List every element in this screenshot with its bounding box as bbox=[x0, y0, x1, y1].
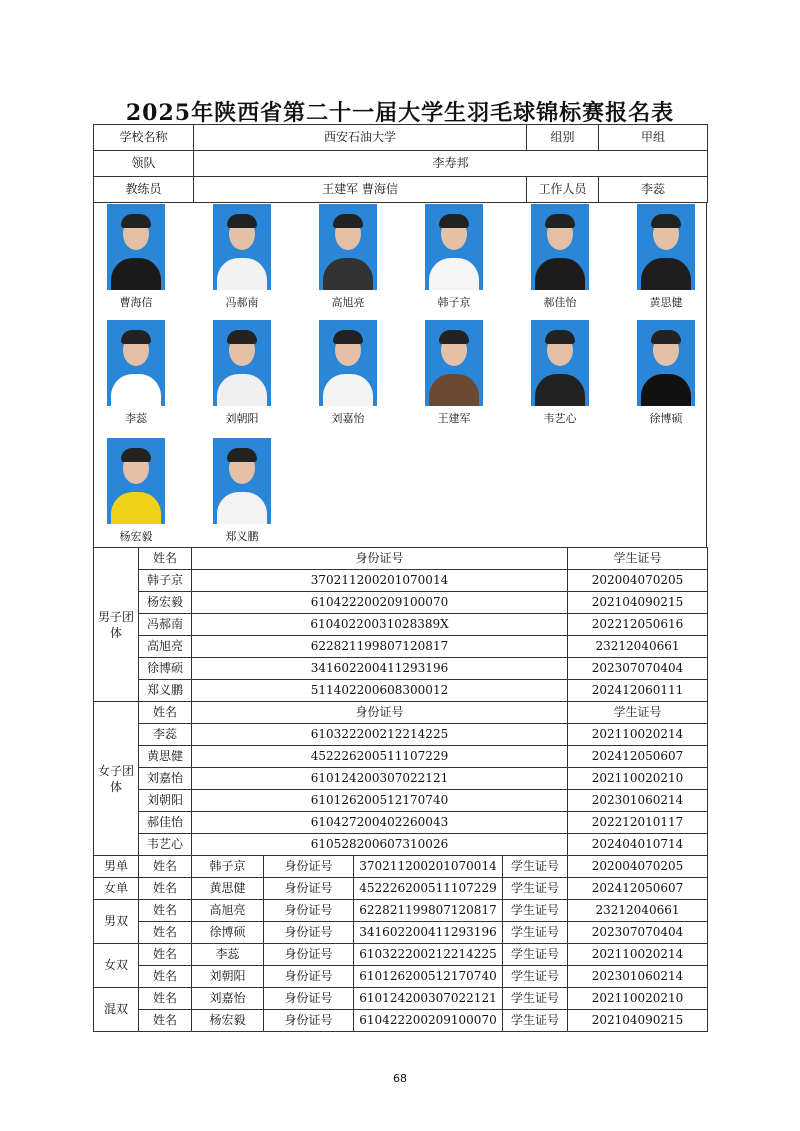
student-number: 202104090215 bbox=[568, 1010, 708, 1032]
group-label: 女子团体 bbox=[94, 702, 139, 856]
name-label: 姓名 bbox=[139, 966, 192, 988]
photo-caption: 王建军 bbox=[437, 412, 471, 425]
player-photo bbox=[203, 320, 281, 426]
name-label: 姓名 bbox=[139, 900, 192, 922]
page-number: 68 bbox=[393, 1072, 407, 1085]
portrait-hair bbox=[545, 214, 575, 228]
player-name: 韩子京 bbox=[192, 856, 264, 878]
player-photo bbox=[521, 320, 599, 426]
id-number: 341602200411293196 bbox=[192, 658, 568, 680]
photo-caption: 郝佳怡 bbox=[543, 296, 577, 309]
men-team-table bbox=[93, 547, 708, 702]
name-label: 姓名 bbox=[139, 944, 192, 966]
photo-caption: 韦艺心 bbox=[543, 412, 577, 425]
table-row bbox=[94, 1010, 708, 1032]
student-number: 202301060214 bbox=[568, 790, 708, 812]
player-name: 杨宏毅 bbox=[192, 1010, 264, 1032]
name-label: 姓名 bbox=[139, 988, 192, 1010]
school-label: 学校名称 bbox=[94, 125, 194, 151]
table-row bbox=[94, 878, 708, 900]
id-label: 身份证号 bbox=[264, 900, 354, 922]
id-number: 610126200512170740 bbox=[192, 790, 568, 812]
portrait-image bbox=[319, 204, 377, 290]
player-photo bbox=[627, 320, 705, 426]
table-row bbox=[94, 680, 708, 702]
player-name: 李蕊 bbox=[139, 724, 192, 746]
student-number: 202307070404 bbox=[568, 658, 708, 680]
col-name: 姓名 bbox=[139, 548, 192, 570]
name-label: 姓名 bbox=[139, 878, 192, 900]
id-label: 身份证号 bbox=[264, 922, 354, 944]
table-row bbox=[94, 724, 708, 746]
header-table bbox=[93, 124, 708, 203]
photo-caption: 韩子京 bbox=[437, 296, 471, 309]
student-label: 学生证号 bbox=[503, 988, 568, 1010]
event-label: 男单 bbox=[94, 856, 139, 878]
events-table bbox=[93, 855, 708, 1032]
id-number: 610427200402260043 bbox=[192, 812, 568, 834]
id-number: 610422200209100070 bbox=[354, 1010, 503, 1032]
student-number: 202110020210 bbox=[568, 988, 708, 1010]
id-number: 610422200209100070 bbox=[192, 592, 568, 614]
portrait-hair bbox=[651, 330, 681, 344]
name-label: 姓名 bbox=[139, 1010, 192, 1032]
id-number: 610124200307022121 bbox=[192, 768, 568, 790]
portrait-image bbox=[213, 320, 271, 406]
portrait-image bbox=[213, 438, 271, 524]
player-photo bbox=[415, 204, 493, 310]
student-number: 202307070404 bbox=[568, 922, 708, 944]
portrait-image bbox=[531, 204, 589, 290]
staff-value: 李蕊 bbox=[599, 177, 708, 203]
portrait-body bbox=[323, 258, 373, 290]
id-label: 身份证号 bbox=[264, 988, 354, 1010]
col-student: 学生证号 bbox=[568, 702, 708, 724]
student-label: 学生证号 bbox=[503, 1010, 568, 1032]
group-label: 男子团体 bbox=[94, 548, 139, 702]
table-row bbox=[94, 856, 708, 878]
group-label: 组别 bbox=[527, 125, 599, 151]
table-row bbox=[94, 966, 708, 988]
player-photo bbox=[521, 204, 599, 310]
col-name: 姓名 bbox=[139, 702, 192, 724]
portrait-hair bbox=[227, 448, 257, 462]
player-photo bbox=[97, 438, 175, 544]
portrait-body bbox=[323, 374, 373, 406]
player-name: 黄思健 bbox=[139, 746, 192, 768]
player-name: 高旭亮 bbox=[139, 636, 192, 658]
id-number: 341602200411293196 bbox=[354, 922, 503, 944]
id-number: 610528200607310026 bbox=[192, 834, 568, 856]
player-name: 刘朝阳 bbox=[139, 790, 192, 812]
portrait-body bbox=[641, 374, 691, 406]
portrait-hair bbox=[333, 330, 363, 344]
id-label: 身份证号 bbox=[264, 878, 354, 900]
portrait-body bbox=[217, 374, 267, 406]
photo-caption: 冯郝南 bbox=[225, 296, 259, 309]
table-row bbox=[94, 746, 708, 768]
id-number: 622821199807120817 bbox=[192, 636, 568, 658]
player-photo bbox=[97, 204, 175, 310]
table-row bbox=[94, 614, 708, 636]
name-label: 姓名 bbox=[139, 922, 192, 944]
table-row bbox=[94, 812, 708, 834]
id-number: 610124200307022121 bbox=[354, 988, 503, 1010]
player-photo bbox=[627, 204, 705, 310]
student-number: 202110020210 bbox=[568, 768, 708, 790]
player-photo bbox=[309, 320, 387, 426]
student-label: 学生证号 bbox=[503, 922, 568, 944]
student-number: 202110020214 bbox=[568, 724, 708, 746]
table-row bbox=[94, 658, 708, 680]
id-label: 身份证号 bbox=[264, 944, 354, 966]
player-name: 韩子京 bbox=[139, 570, 192, 592]
table-row bbox=[94, 592, 708, 614]
id-number: 610322200212214225 bbox=[354, 944, 503, 966]
portrait-hair bbox=[439, 214, 469, 228]
leader-value: 李寿邦 bbox=[194, 151, 708, 177]
id-number: 610126200512170740 bbox=[354, 966, 503, 988]
id-label: 身份证号 bbox=[264, 1010, 354, 1032]
photo-caption: 曹海信 bbox=[119, 296, 153, 309]
player-name: 刘嘉怡 bbox=[192, 988, 264, 1010]
player-name: 李蕊 bbox=[192, 944, 264, 966]
name-label: 姓名 bbox=[139, 856, 192, 878]
portrait-image bbox=[319, 320, 377, 406]
leader-label: 领队 bbox=[94, 151, 194, 177]
portrait-body bbox=[429, 374, 479, 406]
table-header-row bbox=[94, 702, 708, 724]
student-number: 202110020214 bbox=[568, 944, 708, 966]
portrait-image bbox=[213, 204, 271, 290]
staff-label: 工作人员 bbox=[527, 177, 599, 203]
table-row bbox=[94, 922, 708, 944]
student-number: 202301060214 bbox=[568, 966, 708, 988]
photo-caption: 刘嘉怡 bbox=[331, 412, 365, 425]
player-photo bbox=[203, 204, 281, 310]
photo-caption: 郑义鹏 bbox=[225, 530, 259, 543]
portrait-image bbox=[107, 438, 165, 524]
portrait-hair bbox=[227, 330, 257, 344]
portrait-image bbox=[107, 204, 165, 290]
table-row bbox=[94, 768, 708, 790]
id-number: 61040220031028389X bbox=[192, 614, 568, 636]
player-name: 刘朝阳 bbox=[192, 966, 264, 988]
photo-caption: 黄思健 bbox=[649, 296, 683, 309]
table-row bbox=[94, 900, 708, 922]
player-name: 刘嘉怡 bbox=[139, 768, 192, 790]
id-number: 610322200212214225 bbox=[192, 724, 568, 746]
portrait-body bbox=[111, 258, 161, 290]
student-number: 202004070205 bbox=[568, 856, 708, 878]
player-photo bbox=[203, 438, 281, 544]
portrait-hair bbox=[227, 214, 257, 228]
col-student: 学生证号 bbox=[568, 548, 708, 570]
portrait-hair bbox=[651, 214, 681, 228]
student-number: 23212040661 bbox=[568, 900, 708, 922]
col-id: 身份证号 bbox=[192, 548, 568, 570]
table-header-row bbox=[94, 548, 708, 570]
event-label: 男双 bbox=[94, 900, 139, 944]
student-number: 202212010117 bbox=[568, 812, 708, 834]
id-label: 身份证号 bbox=[264, 966, 354, 988]
portrait-image bbox=[637, 204, 695, 290]
player-photo bbox=[415, 320, 493, 426]
portrait-body bbox=[535, 258, 585, 290]
player-name: 黄思健 bbox=[192, 878, 264, 900]
portrait-hair bbox=[333, 214, 363, 228]
portrait-image bbox=[531, 320, 589, 406]
student-label: 学生证号 bbox=[503, 878, 568, 900]
photo-caption: 徐博硕 bbox=[649, 412, 683, 425]
table-row bbox=[94, 570, 708, 592]
player-name: 冯郝南 bbox=[139, 614, 192, 636]
id-number: 370211200201070014 bbox=[354, 856, 503, 878]
student-number: 202212050616 bbox=[568, 614, 708, 636]
coach-label: 教练员 bbox=[94, 177, 194, 203]
student-label: 学生证号 bbox=[503, 966, 568, 988]
id-label: 身份证号 bbox=[264, 856, 354, 878]
group-value: 甲组 bbox=[599, 125, 708, 151]
women-team-table bbox=[93, 701, 708, 856]
portrait-body bbox=[111, 492, 161, 524]
id-number: 370211200201070014 bbox=[192, 570, 568, 592]
student-number: 202104090215 bbox=[568, 592, 708, 614]
player-name: 郑义鹏 bbox=[139, 680, 192, 702]
school-value: 西安石油大学 bbox=[194, 125, 527, 151]
event-label: 女双 bbox=[94, 944, 139, 988]
portrait-body bbox=[641, 258, 691, 290]
player-name: 韦艺心 bbox=[139, 834, 192, 856]
portrait-image bbox=[425, 320, 483, 406]
table-row bbox=[94, 944, 708, 966]
player-photo bbox=[97, 320, 175, 426]
student-number: 202404010714 bbox=[568, 834, 708, 856]
player-photo bbox=[309, 204, 387, 310]
col-id: 身份证号 bbox=[192, 702, 568, 724]
table-row bbox=[94, 636, 708, 658]
player-name: 高旭亮 bbox=[192, 900, 264, 922]
table-row bbox=[94, 988, 708, 1010]
id-number: 511402200608300012 bbox=[192, 680, 568, 702]
photo-caption: 杨宏毅 bbox=[119, 530, 153, 543]
event-label: 女单 bbox=[94, 878, 139, 900]
photo-caption: 刘朝阳 bbox=[225, 412, 259, 425]
player-name: 徐博硕 bbox=[192, 922, 264, 944]
student-label: 学生证号 bbox=[503, 944, 568, 966]
table-row bbox=[94, 834, 708, 856]
photo-caption: 李蕊 bbox=[125, 412, 147, 425]
portrait-hair bbox=[121, 214, 151, 228]
form-title: 2025年陕西省第二十一届大学生羽毛球锦标赛报名表 bbox=[125, 100, 675, 126]
id-number: 452226200511107229 bbox=[354, 878, 503, 900]
player-name: 徐博硕 bbox=[139, 658, 192, 680]
student-label: 学生证号 bbox=[503, 856, 568, 878]
portrait-body bbox=[217, 492, 267, 524]
portrait-hair bbox=[545, 330, 575, 344]
portrait-hair bbox=[121, 448, 151, 462]
table-row bbox=[94, 790, 708, 812]
student-label: 学生证号 bbox=[503, 900, 568, 922]
photo-caption: 高旭亮 bbox=[331, 296, 365, 309]
portrait-body bbox=[535, 374, 585, 406]
id-number: 622821199807120817 bbox=[354, 900, 503, 922]
student-number: 202004070205 bbox=[568, 570, 708, 592]
student-number: 202412060111 bbox=[568, 680, 708, 702]
student-number: 202412050607 bbox=[568, 878, 708, 900]
portrait-hair bbox=[121, 330, 151, 344]
portrait-body bbox=[217, 258, 267, 290]
student-number: 23212040661 bbox=[568, 636, 708, 658]
portrait-body bbox=[429, 258, 479, 290]
id-number: 452226200511107229 bbox=[192, 746, 568, 768]
student-number: 202412050607 bbox=[568, 746, 708, 768]
portrait-hair bbox=[439, 330, 469, 344]
coach-value: 王建军 曹海信 bbox=[194, 177, 527, 203]
event-label: 混双 bbox=[94, 988, 139, 1032]
player-name: 郝佳怡 bbox=[139, 812, 192, 834]
player-name: 杨宏毅 bbox=[139, 592, 192, 614]
portrait-image bbox=[637, 320, 695, 406]
photo-gallery bbox=[93, 202, 707, 548]
portrait-body bbox=[111, 374, 161, 406]
portrait-image bbox=[425, 204, 483, 290]
portrait-image bbox=[107, 320, 165, 406]
